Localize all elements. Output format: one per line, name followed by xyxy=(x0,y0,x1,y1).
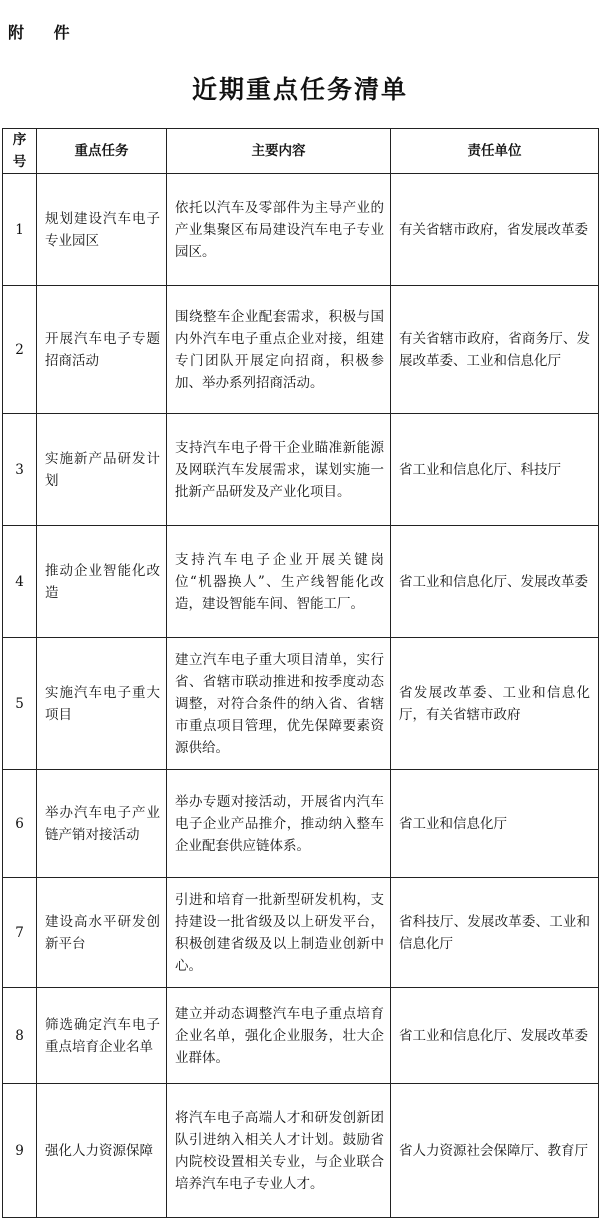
task-name: 举办汽车电子产业链产销对接活动 xyxy=(37,770,167,878)
task-content: 建立并动态调整汽车电子重点培育企业名单，强化企业服务，壮大企业群体。 xyxy=(167,988,391,1084)
task-content: 举办专题对接活动，开展省内汽车电子企业产品推介，推动纳入整车企业配套供应链体系。 xyxy=(167,770,391,878)
table-row xyxy=(3,174,599,286)
table-header-row xyxy=(3,129,599,174)
task-name: 开展汽车电子专题招商活动 xyxy=(37,286,167,414)
row-number: 7 xyxy=(3,878,37,988)
task-content: 引进和培育一批新型研发机构，支持建设一批省级及以上研发平台，积极创建省级及以上制造业创新中心。 xyxy=(167,878,391,988)
table-row xyxy=(3,526,599,638)
row-number: 6 xyxy=(3,770,37,878)
header-content: 主要内容 xyxy=(167,129,391,174)
task-content: 将汽车电子高端人才和研发创新团队引进纳入相关人才计划。鼓励省内院校设置相关专业，与企业联合培养汽车电子专业人才。 xyxy=(167,1084,391,1218)
responsible-unit: 省人力资源社会保障厅、教育厅 xyxy=(391,1084,599,1218)
table-row xyxy=(3,878,599,988)
task-name: 建设高水平研发创新平台 xyxy=(37,878,167,988)
table-row xyxy=(3,1084,599,1218)
table-row xyxy=(3,286,599,414)
responsible-unit: 省工业和信息化厅、发展改革委 xyxy=(391,526,599,638)
table-row xyxy=(3,988,599,1084)
row-number: 4 xyxy=(3,526,37,638)
task-content: 支持汽车电子骨干企业瞄准新能源及网联汽车发展需求，谋划实施一批新产品研发及产业化项目。 xyxy=(167,414,391,526)
responsible-unit: 省工业和信息化厅、科技厅 xyxy=(391,414,599,526)
document-title: 近期重点任务清单 xyxy=(191,75,408,104)
header-unit: 责任单位 xyxy=(391,129,599,174)
attachment-label: 附 件 xyxy=(8,23,82,42)
task-content: 支持汽车电子企业开展关键岗位“机器换人”、生产线智能化改造，建设智能车间、智能工厂。 xyxy=(167,526,391,638)
row-number: 2 xyxy=(3,286,37,414)
task-name: 筛选确定汽车电子重点培育企业名单 xyxy=(37,988,167,1084)
table-row xyxy=(3,414,599,526)
responsible-unit: 有关省辖市政府，省商务厅、发展改革委、工业和信息化厅 xyxy=(391,286,599,414)
table-row xyxy=(3,638,599,770)
row-number: 1 xyxy=(3,174,37,286)
row-number: 3 xyxy=(3,414,37,526)
table-row xyxy=(3,770,599,878)
responsible-unit: 省科技厅、发展改革委、工业和信息化厅 xyxy=(391,878,599,988)
row-number: 9 xyxy=(3,1084,37,1218)
task-name: 实施汽车电子重大项目 xyxy=(37,638,167,770)
task-content: 围绕整车企业配套需求，积极与国内外汽车电子重点企业对接，组建专门团队开展定向招商，积极参加、举办系列招商活动。 xyxy=(167,286,391,414)
responsible-unit: 省工业和信息化厅、发展改革委 xyxy=(391,988,599,1084)
task-content: 依托以汽车及零部件为主导产业的产业集聚区布局建设汽车电子专业园区。 xyxy=(167,174,391,286)
task-table xyxy=(2,128,599,1218)
responsible-unit: 省发展改革委、工业和信息化厅，有关省辖市政府 xyxy=(391,638,599,770)
task-name: 实施新产品研发计划 xyxy=(37,414,167,526)
row-number: 5 xyxy=(3,638,37,770)
task-name: 规划建设汽车电子专业园区 xyxy=(37,174,167,286)
row-number: 8 xyxy=(3,988,37,1084)
task-content: 建立汽车电子重大项目清单，实行省、省辖市联动推进和按季度动态调整，对符合条件的纳入省、省辖市重点项目管理，优先保障要素资源供给。 xyxy=(167,638,391,770)
header-task: 重点任务 xyxy=(37,129,167,174)
header-no: 序号 xyxy=(3,129,37,174)
responsible-unit: 有关省辖市政府，省发展改革委 xyxy=(391,174,599,286)
responsible-unit: 省工业和信息化厅 xyxy=(391,770,599,878)
task-name: 强化人力资源保障 xyxy=(37,1084,167,1218)
task-name: 推动企业智能化改造 xyxy=(37,526,167,638)
